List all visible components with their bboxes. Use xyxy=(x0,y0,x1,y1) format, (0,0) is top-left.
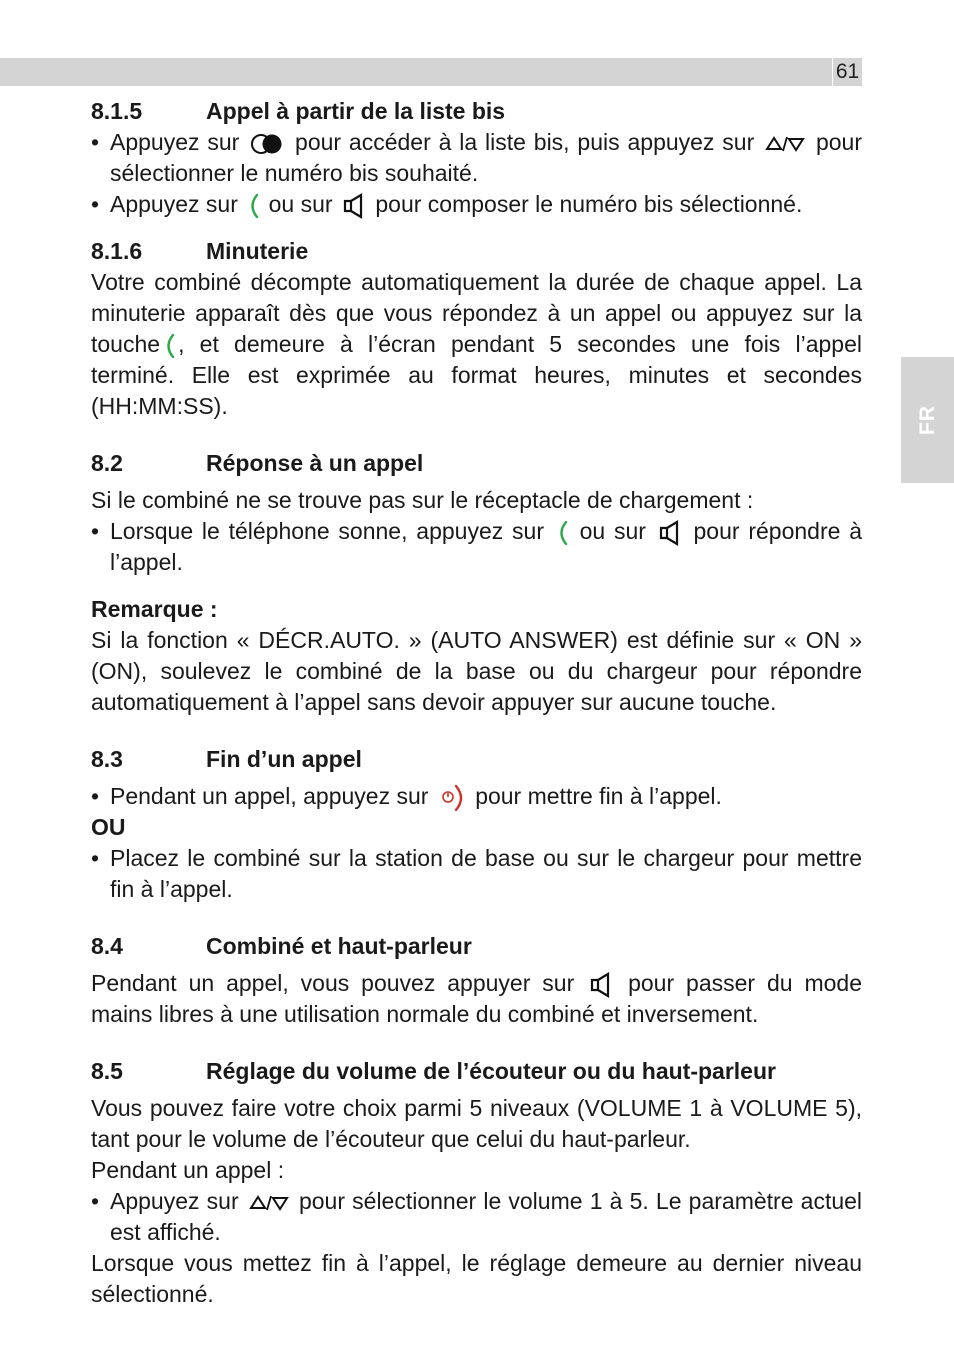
language-tab-label: FR xyxy=(915,405,939,435)
or-label: OU xyxy=(91,814,126,840)
section-heading-8-2: 8.2 Réponse à un appel xyxy=(91,450,424,476)
paragraph: Votre combiné décompte automatiquement la durée de chaque appel. La minuterie apparaît dès que vous répondez à un appel ou appuyez sur la touche , et demeure à l’écran pendant 5 secondes une fois l’appel terminé. Elle est exprimée au format heures, minutes et secondes (HH:MM:SS). xyxy=(91,269,862,419)
paragraph: Pendant un appel, vous pouvez appuyer sur pour passer du mode mains libres à une utilisation normale du combiné et inversement. xyxy=(91,970,863,1027)
list-item: • Appuyez sur pour sélectionner le volume 1 à 5. Le paramètre actuel est affiché. xyxy=(91,1186,862,1248)
language-tab xyxy=(901,357,954,483)
paragraph: Vous pouvez faire votre choix parmi 5 niveaux (VOLUME 1 à VOLUME 5), tant pour le volume de l’écouteur que celui du haut-parleur. xyxy=(91,1095,862,1152)
section-heading-8-1-5: 8.1.5 Appel à partir de la liste bis xyxy=(91,98,506,124)
header-bar xyxy=(0,58,833,86)
talk-icon xyxy=(247,193,259,219)
note-heading: Remarque : xyxy=(91,596,218,622)
up-down-arrows-icon xyxy=(765,134,805,154)
section-heading-8-5: 8.5 Réglage du volume de l’écouteur ou du haut-parleur xyxy=(91,1058,776,1084)
talk-icon xyxy=(556,520,568,546)
section-heading-8-3: 8.3 Fin d’un appel xyxy=(91,746,362,772)
redial-icon xyxy=(250,133,284,155)
paragraph: Pendant un appel : xyxy=(91,1157,285,1183)
list-item: • Appuyez sur ou sur pour composer le numéro bis sélectionné. xyxy=(91,189,862,220)
up-down-arrows-icon xyxy=(249,1193,289,1213)
section-heading-8-1-6: 8.1.6 Minuterie xyxy=(91,238,309,264)
section-heading-8-4: 8.4 Combiné et haut-parleur xyxy=(91,933,472,959)
page-number: 61 xyxy=(833,58,862,86)
list-item: • Lorsque le téléphone sonne, appuyez sur ou sur pour répondre à l’appel. xyxy=(91,516,862,578)
talk-icon xyxy=(163,333,175,359)
speaker-icon xyxy=(589,972,613,998)
end-call-icon xyxy=(438,784,466,812)
speaker-icon xyxy=(658,520,682,546)
list-item: • Appuyez sur pour accéder à la liste bis, puis appuyez sur pour sélectionner le numéro bis souhaité. xyxy=(91,127,862,189)
speaker-icon xyxy=(342,193,366,219)
paragraph: Lorsque vous mettez fin à l’appel, le réglage demeure au dernier niveau sélectionné. xyxy=(91,1250,862,1307)
page-content xyxy=(91,96,862,1310)
note-text: Si la fonction « DÉCR.AUTO. » (AUTO ANSWER) est définie sur « ON » (ON), soulevez le combiné de la base ou du chargeur pour répondre automatiquement à l’appel sans devoir appuyer sur aucune touche. xyxy=(91,627,862,715)
list-item: • Pendant un appel, appuyez sur pour mettre fin à l’appel. xyxy=(91,781,862,812)
paragraph: Si le combiné ne se trouve pas sur le réceptacle de chargement : xyxy=(91,487,754,513)
list-item: • Placez le combiné sur la station de base ou sur le chargeur pour mettre fin à l’appel. xyxy=(91,843,862,905)
